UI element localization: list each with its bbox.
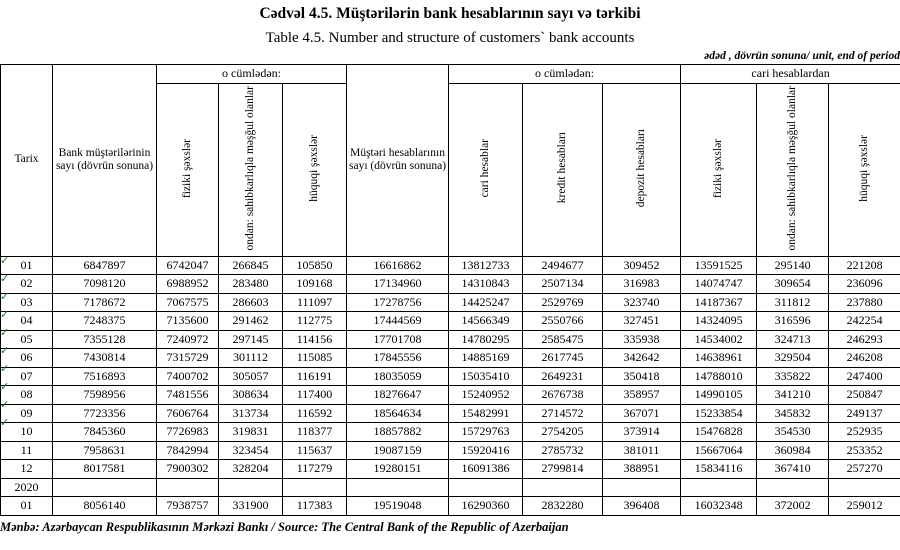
cell-individuals-2: 15667064 xyxy=(681,441,757,460)
checkmark-icon: ✓ xyxy=(0,381,10,393)
cell-legal-2: 246293 xyxy=(829,330,900,349)
table-row xyxy=(1,312,900,331)
cell-individuals-1: 6742047 xyxy=(157,256,219,275)
cell-deposit: 316983 xyxy=(603,275,681,294)
cell-entrepreneurs-1: 305057 xyxy=(219,367,283,386)
cell-deposit: 373914 xyxy=(603,423,681,442)
column-header-entrepreneurs-2: ondan: sahibkarlıqla məşğul olanlar xyxy=(757,83,829,256)
cell-credit: 2507134 xyxy=(523,275,603,294)
cell-current: 15920416 xyxy=(449,441,523,460)
cell-deposit: 358957 xyxy=(603,386,681,405)
cell-individuals-2: 15476828 xyxy=(681,423,757,442)
cell-current: 16091386 xyxy=(449,460,523,479)
table-title-az: Cədvəl 4.5. Müştərilərin bank hesablarının sayı və tərkibi xyxy=(259,5,641,22)
cell-entrepreneurs-1: 323454 xyxy=(219,441,283,460)
cell-current: 14885169 xyxy=(449,349,523,368)
table-row xyxy=(1,330,900,349)
cell-legal-2: 257270 xyxy=(829,460,900,479)
cell-customers: 7178672 xyxy=(53,293,157,312)
group-header-of-which-1: o cümlədən: xyxy=(157,64,347,83)
cell-credit: 2617745 xyxy=(523,349,603,368)
cell-entrepreneurs-1: 301112 xyxy=(219,349,283,368)
cell-individuals-2: 15233854 xyxy=(681,404,757,423)
cell-entrepreneurs-2: 309654 xyxy=(757,275,829,294)
cell-customers: 7845360 xyxy=(53,423,157,442)
table-row xyxy=(1,423,900,442)
cell-individuals-1: 6988952 xyxy=(157,275,219,294)
cell-deposit: 396408 xyxy=(603,497,681,516)
cell-credit: 2585475 xyxy=(523,330,603,349)
accounts-table xyxy=(0,64,900,516)
checkmark-icon: ✓ xyxy=(0,363,10,375)
cell-individuals-2: 14187367 xyxy=(681,293,757,312)
cell-accounts: 19519048 xyxy=(347,497,449,516)
cell-current: 14566349 xyxy=(449,312,523,331)
table-body xyxy=(1,256,900,515)
cell-individuals-2: 16032348 xyxy=(681,497,757,516)
row-date: 09 xyxy=(1,404,53,423)
cell-individuals-1: 7315729 xyxy=(157,349,219,368)
cell-accounts: 17701708 xyxy=(347,330,449,349)
table-row xyxy=(1,275,900,294)
year-spacer xyxy=(347,478,449,497)
year-spacer xyxy=(523,478,603,497)
cell-individuals-2: 14534002 xyxy=(681,330,757,349)
table-title-en: Table 4.5. Number and structure of customers` bank accounts xyxy=(265,29,635,46)
cell-entrepreneurs-2: 335822 xyxy=(757,367,829,386)
cell-legal-2: 247400 xyxy=(829,367,900,386)
cell-credit: 2494677 xyxy=(523,256,603,275)
table-row xyxy=(1,460,900,479)
cell-entrepreneurs-1: 331900 xyxy=(219,497,283,516)
cell-entrepreneurs-2: 345832 xyxy=(757,404,829,423)
cell-accounts: 17845556 xyxy=(347,349,449,368)
cell-deposit: 309452 xyxy=(603,256,681,275)
cell-entrepreneurs-1: 291462 xyxy=(219,312,283,331)
cell-customers: 7355128 xyxy=(53,330,157,349)
cell-credit: 2676738 xyxy=(523,386,603,405)
table-row xyxy=(1,293,900,312)
cell-customers: 8017581 xyxy=(53,460,157,479)
cell-entrepreneurs-2: 329504 xyxy=(757,349,829,368)
source-note: Mənbə: Azərbaycan Respublikasının Mərkəzi Bankı / Source: The Central Bank of the Republic of Azerbaijan xyxy=(0,519,569,534)
cell-deposit: 323740 xyxy=(603,293,681,312)
cell-legal-1: 117383 xyxy=(283,497,347,516)
table-row xyxy=(1,404,900,423)
cell-credit: 2799814 xyxy=(523,460,603,479)
cell-legal-2: 250847 xyxy=(829,386,900,405)
cell-legal-2: 242254 xyxy=(829,312,900,331)
table-row xyxy=(1,386,900,405)
cell-entrepreneurs-1: 286603 xyxy=(219,293,283,312)
cell-legal-2: 249137 xyxy=(829,404,900,423)
checkmark-icon: ✓ xyxy=(0,345,10,357)
cell-legal-2: 237880 xyxy=(829,293,900,312)
cell-deposit: 350418 xyxy=(603,367,681,386)
cell-legal-1: 111097 xyxy=(283,293,347,312)
cell-individuals-2: 15834116 xyxy=(681,460,757,479)
cell-individuals-1: 7400702 xyxy=(157,367,219,386)
cell-accounts: 17134960 xyxy=(347,275,449,294)
cell-legal-2: 236096 xyxy=(829,275,900,294)
year-spacer xyxy=(53,478,157,497)
cell-customers: 6847897 xyxy=(53,256,157,275)
cell-current: 15240952 xyxy=(449,386,523,405)
table-group-header-row xyxy=(1,64,900,83)
cell-deposit: 381011 xyxy=(603,441,681,460)
cell-individuals-2: 14638961 xyxy=(681,349,757,368)
table-row xyxy=(1,497,900,516)
cell-individuals-1: 7938757 xyxy=(157,497,219,516)
cell-entrepreneurs-2: 367410 xyxy=(757,460,829,479)
cell-credit: 2832280 xyxy=(523,497,603,516)
cell-credit: 2649231 xyxy=(523,367,603,386)
cell-individuals-1: 7481556 xyxy=(157,386,219,405)
column-header-current-accounts: cari hesablar xyxy=(449,83,523,256)
cell-customers: 7098120 xyxy=(53,275,157,294)
cell-customers: 7723356 xyxy=(53,404,157,423)
checkmark-icon: ✓ xyxy=(0,255,10,267)
checkmark-icon: ✓ xyxy=(0,273,10,285)
year-spacer xyxy=(603,478,681,497)
cell-current: 14780295 xyxy=(449,330,523,349)
cell-entrepreneurs-2: 360984 xyxy=(757,441,829,460)
year-spacer xyxy=(157,478,219,497)
year-spacer xyxy=(757,478,829,497)
table-row xyxy=(1,349,900,368)
cell-deposit: 342642 xyxy=(603,349,681,368)
cell-current: 16290360 xyxy=(449,497,523,516)
cell-individuals-1: 7726983 xyxy=(157,423,219,442)
year-label: 2020 xyxy=(1,478,53,497)
cell-deposit: 335938 xyxy=(603,330,681,349)
cell-legal-1: 118377 xyxy=(283,423,347,442)
cell-entrepreneurs-2: 341210 xyxy=(757,386,829,405)
cell-entrepreneurs-2: 354530 xyxy=(757,423,829,442)
year-spacer xyxy=(283,478,347,497)
row-date: 04 xyxy=(1,312,53,331)
checkmark-icon: ✓ xyxy=(0,291,10,303)
cell-entrepreneurs-2: 295140 xyxy=(757,256,829,275)
column-header-accounts: Müştəri hesablarının sayı (dövrün sonuna) xyxy=(347,64,449,256)
cell-legal-1: 116191 xyxy=(283,367,347,386)
cell-accounts: 18564634 xyxy=(347,404,449,423)
column-header-deposit-accounts: depozit hesabları xyxy=(603,83,681,256)
cell-current: 15729763 xyxy=(449,423,523,442)
cell-credit: 2550766 xyxy=(523,312,603,331)
units-note: ədəd , dövrün sonuna/ unit, end of period xyxy=(704,49,900,62)
cell-legal-2: 253352 xyxy=(829,441,900,460)
cell-individuals-1: 7240972 xyxy=(157,330,219,349)
checkmark-icon: ✓ xyxy=(0,309,10,321)
cell-customers: 7430814 xyxy=(53,349,157,368)
row-date: 11 xyxy=(1,441,53,460)
group-header-of-which-2: o cümlədən: xyxy=(449,64,681,83)
row-date: 12 xyxy=(1,460,53,479)
cell-entrepreneurs-2: 311812 xyxy=(757,293,829,312)
cell-individuals-2: 14990105 xyxy=(681,386,757,405)
cell-entrepreneurs-1: 308634 xyxy=(219,386,283,405)
table-row xyxy=(1,256,900,275)
column-header-credit-accounts: kredit hesabları xyxy=(523,83,603,256)
column-header-customers: Bank müştərilərinin sayı (dövrün sonuna) xyxy=(53,64,157,256)
cell-entrepreneurs-1: 319831 xyxy=(219,423,283,442)
cell-accounts: 19087159 xyxy=(347,441,449,460)
row-date: 05 xyxy=(1,330,53,349)
cell-accounts: 19280151 xyxy=(347,460,449,479)
cell-individuals-1: 7067575 xyxy=(157,293,219,312)
row-date: 02 xyxy=(1,275,53,294)
year-spacer xyxy=(449,478,523,497)
cell-individuals-1: 7842994 xyxy=(157,441,219,460)
cell-deposit: 367071 xyxy=(603,404,681,423)
cell-legal-1: 117400 xyxy=(283,386,347,405)
cell-legal-2: 246208 xyxy=(829,349,900,368)
cell-deposit: 388951 xyxy=(603,460,681,479)
column-header-individuals-1: fiziki şəxslər xyxy=(157,83,219,256)
column-header-individuals-2: fiziki şəxslər xyxy=(681,83,757,256)
year-separator-row xyxy=(1,478,900,497)
cell-individuals-2: 14074747 xyxy=(681,275,757,294)
column-header-date: Tarix xyxy=(1,64,53,256)
year-spacer xyxy=(829,478,900,497)
cell-entrepreneurs-2: 324713 xyxy=(757,330,829,349)
year-spacer xyxy=(219,478,283,497)
cell-legal-1: 105850 xyxy=(283,256,347,275)
row-date: 01 xyxy=(1,256,53,275)
checkmark-icon: ✓ xyxy=(0,327,10,339)
row-date: 01 xyxy=(1,497,53,516)
cell-accounts: 16616862 xyxy=(347,256,449,275)
cell-legal-1: 116592 xyxy=(283,404,347,423)
cell-deposit: 327451 xyxy=(603,312,681,331)
cell-legal-2: 259012 xyxy=(829,497,900,516)
cell-accounts: 18276647 xyxy=(347,386,449,405)
column-header-legal-entities-2: hüquqi şəxslər xyxy=(829,83,900,256)
cell-legal-1: 112775 xyxy=(283,312,347,331)
year-spacer xyxy=(681,478,757,497)
cell-entrepreneurs-1: 266845 xyxy=(219,256,283,275)
cell-legal-2: 221208 xyxy=(829,256,900,275)
cell-customers: 7248375 xyxy=(53,312,157,331)
cell-current: 13812733 xyxy=(449,256,523,275)
cell-entrepreneurs-1: 313734 xyxy=(219,404,283,423)
row-date: 06 xyxy=(1,349,53,368)
cell-entrepreneurs-1: 328204 xyxy=(219,460,283,479)
column-header-legal-entities-1: hüquqi şəxslər xyxy=(283,83,347,256)
cell-accounts: 17278756 xyxy=(347,293,449,312)
cell-individuals-2: 14324095 xyxy=(681,312,757,331)
cell-entrepreneurs-2: 316596 xyxy=(757,312,829,331)
cell-current: 15482991 xyxy=(449,404,523,423)
cell-credit: 2529769 xyxy=(523,293,603,312)
cell-credit: 2785732 xyxy=(523,441,603,460)
checkmark-icon: ✓ xyxy=(0,417,10,429)
cell-accounts: 18857882 xyxy=(347,423,449,442)
cell-customers: 7598956 xyxy=(53,386,157,405)
cell-individuals-1: 7135600 xyxy=(157,312,219,331)
cell-individuals-1: 7606764 xyxy=(157,404,219,423)
cell-legal-1: 117279 xyxy=(283,460,347,479)
table-row xyxy=(1,367,900,386)
cell-legal-1: 114156 xyxy=(283,330,347,349)
cell-customers: 8056140 xyxy=(53,497,157,516)
cell-credit: 2714572 xyxy=(523,404,603,423)
cell-entrepreneurs-1: 283480 xyxy=(219,275,283,294)
cell-current: 14425247 xyxy=(449,293,523,312)
row-date: 10 xyxy=(1,423,53,442)
cell-legal-2: 252935 xyxy=(829,423,900,442)
cell-customers: 7516893 xyxy=(53,367,157,386)
column-header-entrepreneurs-1: ondan: sahibkarlıqla məşğul olanlar xyxy=(219,83,283,256)
cell-entrepreneurs-2: 372002 xyxy=(757,497,829,516)
cell-entrepreneurs-1: 297145 xyxy=(219,330,283,349)
cell-customers: 7958631 xyxy=(53,441,157,460)
cell-current: 15035410 xyxy=(449,367,523,386)
cell-accounts: 17444569 xyxy=(347,312,449,331)
cell-accounts: 18035059 xyxy=(347,367,449,386)
cell-current: 14310843 xyxy=(449,275,523,294)
cell-individuals-1: 7900302 xyxy=(157,460,219,479)
cell-legal-1: 115085 xyxy=(283,349,347,368)
group-header-current-accounts: cari hesablardan xyxy=(681,64,900,83)
cell-individuals-2: 13591525 xyxy=(681,256,757,275)
cell-legal-1: 109168 xyxy=(283,275,347,294)
row-date: 03 xyxy=(1,293,53,312)
row-date: 07 xyxy=(1,367,53,386)
checkmark-icon: ✓ xyxy=(0,399,10,411)
cell-legal-1: 115637 xyxy=(283,441,347,460)
table-row xyxy=(1,441,900,460)
cell-credit: 2754205 xyxy=(523,423,603,442)
row-date: 08 xyxy=(1,386,53,405)
cell-individuals-2: 14788010 xyxy=(681,367,757,386)
